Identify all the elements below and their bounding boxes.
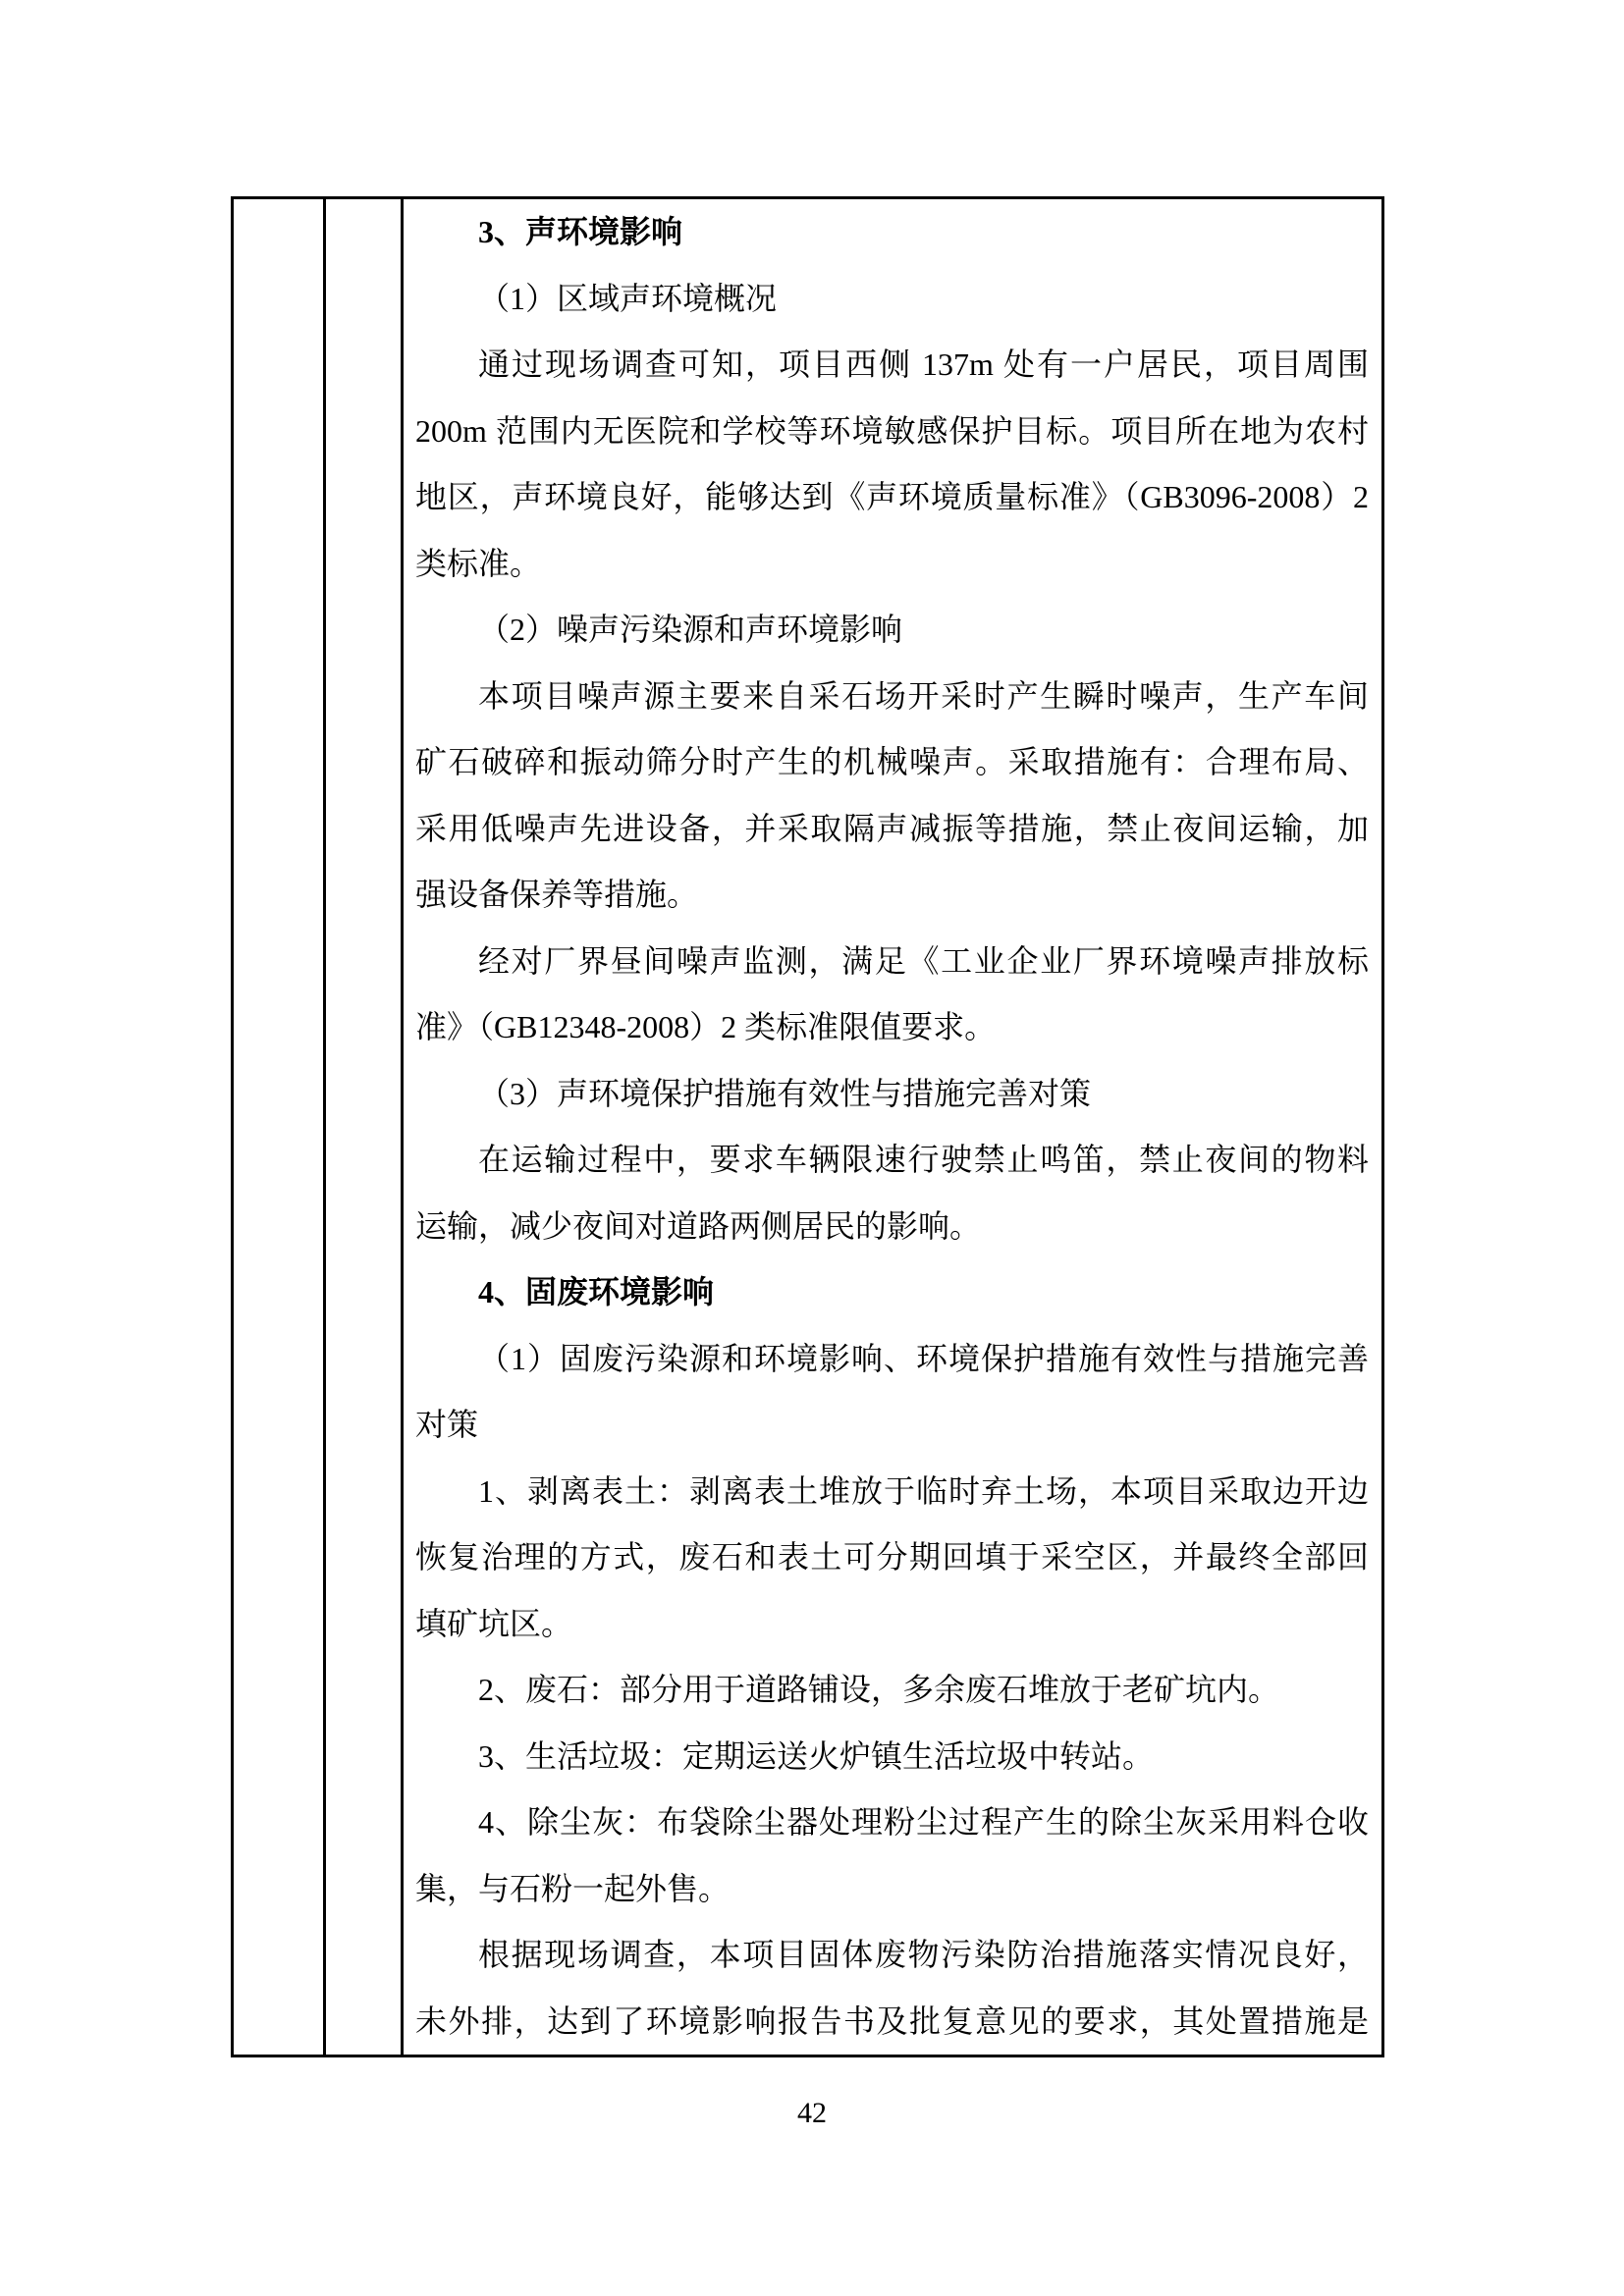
text-line: 根据现场调查，本项目固体废物污染防治措施落实情况良好， — [478, 1937, 1369, 1972]
text-line: 运输，减少夜间对道路两侧居民的影响。 — [415, 1207, 982, 1244]
text-line: 在运输过程中，要求车辆限速行驶禁止鸣笛，禁止夜间的物料 — [478, 1142, 1369, 1177]
page-number: 42 — [797, 2097, 827, 2129]
text-line: 通过现场调查可知，项目西侧 137m 处有一户居民，项目周围 — [478, 347, 1369, 382]
subsection-heading: （2）噪声污染源和声环境影响 — [478, 612, 903, 647]
text-line: 地区，声环境良好，能够达到《声环境质量标准》（GB3096-2008）2 — [415, 479, 1369, 514]
text-line: 对策 — [415, 1407, 479, 1442]
section-heading-solid-waste: 4、固废环境影响 — [478, 1274, 715, 1309]
text-line: 200m 范围内无医院和学校等环境敏感保护目标。项目所在地为农村 — [415, 412, 1369, 449]
text-line: 4、除尘灰：布袋除尘器处理粉尘过程产生的除尘灰采用料仓收 — [478, 1804, 1369, 1840]
text-line: 准》（GB12348-2008）2 类标准限值要求。 — [415, 1009, 997, 1044]
text-line: 采用低噪声先进设备，并采取隔声减振等措施，禁止夜间运输，加 — [415, 810, 1369, 846]
text-line: 经对厂界昼间噪声监测，满足《工业企业厂界环境噪声排放标 — [478, 942, 1369, 979]
text-line: 矿石破碎和振动筛分时产生的机械噪声。采取措施有：合理布局、 — [415, 744, 1369, 779]
table-cell-content — [404, 199, 1381, 2055]
table-cell-empty-left — [234, 199, 326, 2055]
text-line: 未外排，达到了环境影响报告书及批复意见的要求，其处置措施是 — [415, 2002, 1369, 2039]
text-line: 强设备保养等措施。 — [415, 877, 699, 912]
table-cell-empty-middle — [326, 199, 404, 2055]
subsection-heading: （3）声环境保护措施有效性与措施完善对策 — [478, 1075, 1092, 1111]
text-line: 2、废石：部分用于道路铺设，多余废石堆放于老矿坑内。 — [478, 1672, 1280, 1707]
content-table — [231, 196, 1384, 2057]
text-line: 本项目噪声源主要来自采石场开采时产生瞬时噪声，生产车间 — [478, 677, 1369, 714]
subsection-heading: （1）区域声环境概况 — [478, 280, 778, 316]
text-line: 恢复治理的方式，废石和表土可分期回填于采空区，并最终全部回 — [415, 1539, 1369, 1575]
text-line: 3、生活垃圾：定期运送火炉镇生活垃圾中转站。 — [478, 1737, 1155, 1774]
text-line: 1、剥离表土：剥离表土堆放于临时弃土场，本项目采取边开边 — [478, 1472, 1369, 1509]
text-line: 填矿坑区。 — [415, 1605, 573, 1641]
section-heading-noise-impact: 3、声环境影响 — [478, 214, 683, 249]
text-line: （1）固废污染源和环境影响、环境保护措施有效性与措施完善 — [478, 1340, 1369, 1376]
text-line: 类标准。 — [415, 545, 542, 581]
text-line: 集，与石粉一起外售。 — [415, 1870, 731, 1906]
